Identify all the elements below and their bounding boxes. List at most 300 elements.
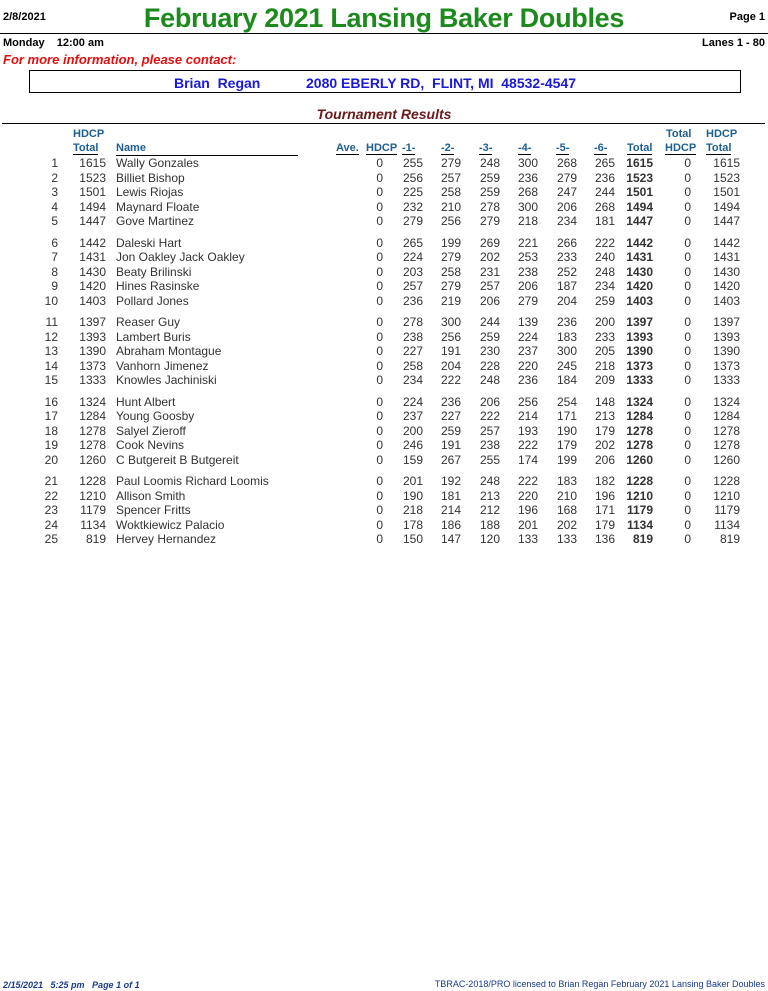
day-time: Monday 12:00 am: [3, 37, 104, 49]
game-3-cell: 259: [479, 329, 500, 344]
section-divider: [2, 123, 765, 124]
hdcp-total-cell: 1494: [79, 199, 106, 214]
final-total-cell: 1260: [713, 452, 740, 467]
player-name-cell: Hines Rasinske: [116, 279, 200, 293]
game-6-cell: 179: [594, 423, 615, 438]
game-2-cell: 258: [440, 264, 461, 279]
game-5-cell: 210: [556, 488, 577, 503]
hdcp-cell: 0: [376, 329, 383, 344]
game-1-cell: 224: [402, 394, 423, 409]
rank-cell: 7: [51, 250, 58, 264]
game-3-cell: 248: [479, 156, 500, 170]
game-6-cell: 240: [594, 250, 615, 264]
game-6-cell: 244: [594, 185, 615, 199]
game-1-cell: 178: [402, 517, 423, 532]
rank-cell: 13: [44, 344, 58, 358]
total-cell: 1523: [626, 170, 653, 185]
total-hdcp-cell: 0: [684, 199, 691, 214]
game-6-cell: 236: [594, 170, 615, 185]
hdcp-cell: 0: [376, 199, 383, 214]
hdcp-cell: 0: [376, 156, 383, 170]
player-name-cell: Reaser Guy: [116, 315, 181, 329]
hdcp-cell: 0: [376, 532, 383, 546]
rank-cell: 14: [44, 358, 58, 373]
hdcp-cell: 0: [376, 185, 383, 199]
game-3-cell: 244: [479, 315, 500, 329]
total-cell: 1278: [626, 438, 653, 452]
game-1-cell: 218: [402, 503, 423, 517]
game-6-cell: 200: [594, 315, 615, 329]
game-1-cell: 203: [402, 264, 423, 279]
game-6-cell: 179: [594, 517, 615, 532]
game-3-cell: 230: [479, 344, 500, 358]
game-3-cell: 206: [479, 293, 500, 308]
game-6-cell: 181: [594, 214, 615, 228]
game-2-cell: 279: [440, 279, 461, 293]
game-1-cell: 238: [402, 329, 423, 344]
total-hdcp-cell: 0: [684, 264, 691, 279]
game-3-cell: 213: [479, 488, 500, 503]
game-5-cell: 168: [556, 503, 577, 517]
final-total-cell: 1210: [713, 488, 740, 503]
final-total-cell: 1278: [713, 423, 740, 438]
total-cell: 1373: [626, 358, 653, 373]
game-1-cell: 279: [402, 214, 423, 228]
game-1-cell: 201: [402, 474, 423, 488]
rank-cell: 11: [45, 315, 58, 329]
game-2-cell: 256: [440, 214, 461, 228]
total-cell: 1260: [626, 452, 653, 467]
rank-cell: 3: [51, 185, 58, 199]
game-6-cell: 213: [594, 409, 615, 423]
game-5-cell: 233: [556, 250, 577, 264]
total-cell: 1397: [626, 315, 653, 329]
total-hdcp-cell: 0: [684, 373, 691, 387]
game-2-cell: 267: [440, 452, 461, 467]
game-2-cell: 147: [440, 532, 461, 546]
player-name-cell: Billiet Bishop: [116, 170, 185, 185]
col-name: Name: [116, 142, 146, 154]
col-total-hdcp-bottom: HDCP: [665, 142, 697, 154]
game-4-cell: 236: [517, 373, 538, 387]
hdcp-cell: 0: [376, 423, 383, 438]
game-5-cell: 171: [556, 409, 577, 423]
game-1-cell: 234: [402, 373, 423, 387]
game-3-cell: 120: [479, 532, 500, 546]
game-4-cell: 300: [517, 156, 538, 170]
game-6-cell: 209: [594, 373, 615, 387]
col-final-top: HDCP: [706, 128, 738, 140]
game-2-cell: 257: [440, 170, 461, 185]
game-3-cell: 206: [479, 394, 500, 409]
player-name-cell: Salyel Zieroff: [116, 423, 186, 438]
player-name-cell: Lambert Buris: [116, 329, 191, 344]
final-total-cell: 1430: [713, 264, 740, 279]
game-2-cell: 181: [440, 488, 461, 503]
total-hdcp-cell: 0: [684, 394, 691, 409]
hdcp-total-cell: 1373: [79, 358, 106, 373]
final-total-cell: 1228: [713, 474, 740, 488]
col-game-5: -5-: [556, 142, 570, 154]
hdcp-total-cell: 1430: [79, 264, 106, 279]
final-total-cell: 1501: [713, 185, 740, 199]
game-2-cell: 191: [440, 344, 461, 358]
total-cell: 1442: [626, 235, 653, 250]
hdcp-cell: 0: [376, 293, 383, 308]
hdcp-cell: 0: [376, 438, 383, 452]
hdcp-total-cell: 1284: [79, 409, 106, 423]
game-1-cell: 257: [402, 279, 423, 293]
game-5-cell: 245: [556, 358, 577, 373]
final-total-cell: 1442: [713, 235, 740, 250]
game-1-cell: 255: [402, 156, 423, 170]
col-game-1: -1-: [402, 142, 416, 154]
hdcp-cell: 0: [376, 474, 383, 488]
game-6-cell: 234: [594, 279, 615, 293]
final-total-cell: 1134: [714, 517, 740, 532]
game-2-cell: 279: [440, 250, 461, 264]
game-2-cell: 222: [440, 373, 461, 387]
game-6-cell: 202: [594, 438, 615, 452]
game-5-cell: 183: [556, 329, 577, 344]
hdcp-total-cell: 1403: [79, 293, 106, 308]
game-6-cell: 222: [594, 235, 615, 250]
player-name-cell: Beaty Brilinski: [116, 264, 192, 279]
game-6-cell: 259: [594, 293, 615, 308]
game-6-cell: 206: [594, 452, 615, 467]
game-1-cell: 278: [402, 315, 423, 329]
total-hdcp-cell: 0: [684, 503, 691, 517]
game-1-cell: 246: [402, 438, 423, 452]
hdcp-cell: 0: [376, 170, 383, 185]
rank-cell: 9: [51, 279, 58, 293]
hdcp-total-cell: 1447: [79, 214, 106, 228]
hdcp-cell: 0: [376, 373, 383, 387]
game-5-cell: 179: [556, 438, 577, 452]
game-5-cell: 183: [556, 474, 577, 488]
hdcp-total-cell: 1501: [79, 185, 106, 199]
rank-cell: 16: [44, 394, 58, 409]
total-hdcp-cell: 0: [684, 156, 691, 170]
player-name-cell: Abraham Montague: [116, 344, 222, 358]
total-hdcp-cell: 0: [684, 358, 691, 373]
col-game-4: -4-: [518, 142, 532, 154]
final-total-cell: 819: [719, 532, 740, 546]
game-6-cell: 265: [594, 156, 615, 170]
section-title: Tournament Results: [316, 106, 452, 122]
game-4-cell: 253: [517, 250, 538, 264]
total-cell: 1501: [626, 185, 653, 199]
total-cell: 1615: [626, 156, 653, 170]
game-5-cell: 234: [556, 214, 577, 228]
game-5-cell: 268: [556, 156, 577, 170]
total-cell: 1134: [626, 517, 653, 532]
col-game-2: -2-: [441, 142, 455, 154]
game-3-cell: 202: [479, 250, 500, 264]
col-game-6: -6-: [594, 142, 608, 154]
player-name-cell: Jon Oakley Jack Oakley: [116, 250, 245, 264]
game-2-cell: 204: [440, 358, 461, 373]
total-cell: 1393: [626, 329, 653, 344]
game-2-cell: 236: [440, 394, 461, 409]
hdcp-cell: 0: [376, 264, 383, 279]
col-final-bottom: Total: [706, 142, 732, 154]
game-5-cell: 300: [556, 344, 577, 358]
rank-cell: 5: [51, 214, 58, 228]
game-3-cell: 228: [479, 358, 500, 373]
hdcp-total-cell: 1431: [79, 250, 106, 264]
game-4-cell: 256: [517, 394, 538, 409]
game-6-cell: 148: [594, 394, 615, 409]
game-5-cell: 279: [556, 170, 577, 185]
total-hdcp-cell: 0: [684, 532, 691, 546]
game-6-cell: 205: [594, 344, 615, 358]
game-3-cell: 259: [479, 185, 500, 199]
game-1-cell: 159: [402, 452, 423, 467]
hdcp-total-cell: 1210: [79, 488, 106, 503]
player-name-cell: Gove Martinez: [116, 214, 195, 228]
game-4-cell: 218: [517, 214, 538, 228]
game-5-cell: 252: [556, 264, 577, 279]
contact-name: Brian Regan: [174, 75, 261, 91]
game-4-cell: 214: [517, 409, 538, 423]
hdcp-cell: 0: [376, 517, 383, 532]
game-4-cell: 220: [517, 358, 538, 373]
game-3-cell: 248: [479, 373, 500, 387]
game-4-cell: 133: [517, 532, 538, 546]
hdcp-total-cell: 1228: [79, 474, 106, 488]
game-2-cell: 219: [440, 293, 461, 308]
game-1-cell: 258: [402, 358, 423, 373]
player-name-cell: Paul Loomis Richard Loomis: [116, 474, 269, 488]
game-1-cell: 224: [402, 250, 423, 264]
game-4-cell: 238: [517, 264, 538, 279]
player-name-cell: Hunt Albert: [116, 394, 176, 409]
game-5-cell: 190: [556, 423, 577, 438]
final-total-cell: 1333: [713, 373, 740, 387]
game-5-cell: 206: [556, 199, 577, 214]
game-4-cell: 206: [517, 279, 538, 293]
player-name-cell: Maynard Floate: [116, 199, 200, 214]
final-total-cell: 1431: [713, 250, 740, 264]
hdcp-total-cell: 1260: [79, 452, 106, 467]
game-4-cell: 222: [517, 474, 538, 488]
game-6-cell: 136: [594, 532, 615, 546]
game-1-cell: 232: [402, 199, 423, 214]
total-cell: 1494: [626, 199, 653, 214]
total-hdcp-cell: 0: [684, 409, 691, 423]
game-3-cell: 238: [479, 438, 500, 452]
game-2-cell: 258: [440, 185, 461, 199]
rank-cell: 2: [51, 170, 58, 185]
total-hdcp-cell: 0: [684, 438, 691, 452]
rank-cell: 8: [51, 264, 58, 279]
hdcp-cell: 0: [376, 488, 383, 503]
footer-license: TBRAC-2018/PRO licensed to Brian Regan February 2021 Lansing Baker Doubles: [434, 979, 765, 989]
total-cell: 1324: [626, 394, 653, 409]
game-3-cell: 212: [479, 503, 500, 517]
final-total-cell: 1615: [713, 156, 740, 170]
game-4-cell: 201: [517, 517, 538, 532]
rank-cell: 6: [51, 235, 58, 250]
hdcp-total-cell: 1442: [79, 235, 106, 250]
game-2-cell: 210: [440, 199, 461, 214]
total-cell: 1403: [626, 293, 653, 308]
game-2-cell: 214: [440, 503, 461, 517]
lanes-range: Lanes 1 - 80: [702, 37, 765, 49]
game-3-cell: 231: [479, 264, 500, 279]
final-total-cell: 1390: [713, 344, 740, 358]
game-1-cell: 150: [402, 532, 423, 546]
game-4-cell: 221: [517, 235, 538, 250]
final-total-cell: 1447: [713, 214, 740, 228]
total-hdcp-cell: 0: [684, 214, 691, 228]
game-2-cell: 279: [440, 156, 461, 170]
game-3-cell: 269: [479, 235, 500, 250]
total-hdcp-cell: 0: [684, 423, 691, 438]
total-hdcp-cell: 0: [684, 235, 691, 250]
game-6-cell: 248: [594, 264, 615, 279]
game-2-cell: 259: [440, 423, 461, 438]
total-hdcp-cell: 0: [684, 293, 691, 308]
player-name-cell: Lewis Riojas: [116, 185, 184, 199]
game-2-cell: 300: [440, 315, 461, 329]
rank-cell: 15: [44, 373, 58, 387]
player-name-cell: Pollard Jones: [116, 293, 189, 308]
header-divider: [0, 33, 768, 34]
hdcp-total-cell: 1134: [80, 517, 106, 532]
game-4-cell: 237: [517, 344, 538, 358]
game-5-cell: 254: [556, 394, 577, 409]
total-cell: 819: [632, 532, 653, 546]
total-hdcp-cell: 0: [684, 315, 691, 329]
game-3-cell: 278: [479, 199, 500, 214]
game-5-cell: 204: [556, 293, 577, 308]
player-name-cell: C Butgereit B Butgereit: [116, 452, 239, 467]
total-hdcp-cell: 0: [684, 279, 691, 293]
col-hdcp-total-bottom: Total: [73, 142, 99, 154]
player-name-cell: Young Goosby: [116, 409, 195, 423]
player-name-cell: Cook Nevins: [116, 438, 185, 452]
game-3-cell: 259: [479, 170, 500, 185]
game-6-cell: 233: [594, 329, 615, 344]
game-6-cell: 218: [594, 358, 615, 373]
game-3-cell: 255: [479, 452, 500, 467]
game-1-cell: 236: [402, 293, 423, 308]
hdcp-cell: 0: [376, 214, 383, 228]
game-5-cell: 199: [556, 452, 577, 467]
contact-prompt: For more information, please contact:: [3, 52, 237, 67]
total-hdcp-cell: 0: [684, 329, 691, 344]
game-3-cell: 248: [479, 474, 500, 488]
total-hdcp-cell: 0: [684, 250, 691, 264]
game-6-cell: 268: [594, 199, 615, 214]
rank-cell: 18: [44, 423, 58, 438]
game-5-cell: 266: [556, 235, 577, 250]
total-hdcp-cell: 0: [684, 474, 691, 488]
footer-timestamp: 2/15/2021 5:25 pm Page 1 of 1: [3, 980, 140, 990]
game-4-cell: 268: [517, 185, 538, 199]
total-hdcp-cell: 0: [684, 344, 691, 358]
player-name-cell: Daleski Hart: [116, 235, 182, 250]
total-cell: 1390: [626, 344, 653, 358]
hdcp-total-cell: 1390: [79, 344, 106, 358]
game-5-cell: 202: [556, 517, 577, 532]
hdcp-cell: 0: [376, 344, 383, 358]
report-title: February 2021 Lansing Baker Doubles: [143, 3, 625, 33]
hdcp-cell: 0: [376, 358, 383, 373]
rank-cell: 22: [44, 488, 58, 503]
col-hdcp: HDCP: [366, 142, 398, 154]
final-total-cell: 1420: [713, 279, 740, 293]
final-total-cell: 1284: [713, 409, 740, 423]
hdcp-cell: 0: [376, 394, 383, 409]
rank-cell: 12: [44, 329, 58, 344]
total-hdcp-cell: 0: [684, 185, 691, 199]
game-4-cell: 196: [517, 503, 538, 517]
game-2-cell: 191: [440, 438, 461, 452]
game-3-cell: 188: [479, 517, 500, 532]
player-name-cell: Knowles Jachiniski: [116, 373, 217, 387]
game-5-cell: 133: [556, 532, 577, 546]
rank-cell: 25: [44, 532, 58, 546]
total-cell: 1228: [626, 474, 653, 488]
total-hdcp-cell: 0: [684, 517, 691, 532]
game-1-cell: 200: [402, 423, 423, 438]
rank-cell: 1: [51, 156, 58, 170]
total-cell: 1420: [626, 279, 653, 293]
col-total: Total: [627, 142, 653, 154]
game-1-cell: 265: [402, 235, 423, 250]
game-4-cell: 174: [517, 452, 538, 467]
player-name-cell: Woktkiewicz Palacio: [116, 517, 225, 532]
report-date: 2/8/2021: [3, 11, 46, 23]
total-hdcp-cell: 0: [684, 452, 691, 467]
total-cell: 1431: [626, 250, 653, 264]
player-name-cell: Vanhorn Jimenez: [116, 358, 209, 373]
final-total-cell: 1393: [713, 329, 740, 344]
game-2-cell: 256: [440, 329, 461, 344]
hdcp-total-cell: 1397: [79, 315, 106, 329]
total-cell: 1284: [626, 409, 653, 423]
hdcp-total-cell: 819: [85, 532, 106, 546]
total-cell: 1447: [626, 214, 653, 228]
final-total-cell: 1278: [713, 438, 740, 452]
game-5-cell: 184: [556, 373, 577, 387]
page-number: Page 1: [729, 11, 765, 23]
col-hdcp-total-top: HDCP: [73, 128, 105, 140]
hdcp-cell: 0: [376, 279, 383, 293]
player-name-cell: Wally Gonzales: [116, 156, 199, 170]
rank-cell: 23: [44, 503, 58, 517]
game-5-cell: 247: [556, 185, 577, 199]
game-4-cell: 279: [517, 293, 538, 308]
game-2-cell: 199: [440, 235, 461, 250]
hdcp-total-cell: 1324: [79, 394, 106, 409]
hdcp-total-cell: 1179: [80, 503, 106, 517]
game-5-cell: 187: [556, 279, 577, 293]
player-name-cell: Hervey Hernandez: [116, 532, 217, 546]
game-5-cell: 236: [556, 315, 577, 329]
game-4-cell: 139: [517, 315, 538, 329]
game-6-cell: 196: [594, 488, 615, 503]
game-2-cell: 192: [440, 474, 461, 488]
game-2-cell: 227: [440, 409, 461, 423]
game-1-cell: 237: [402, 409, 423, 423]
game-1-cell: 256: [402, 170, 423, 185]
game-1-cell: 225: [402, 185, 423, 199]
hdcp-total-cell: 1333: [79, 373, 106, 387]
